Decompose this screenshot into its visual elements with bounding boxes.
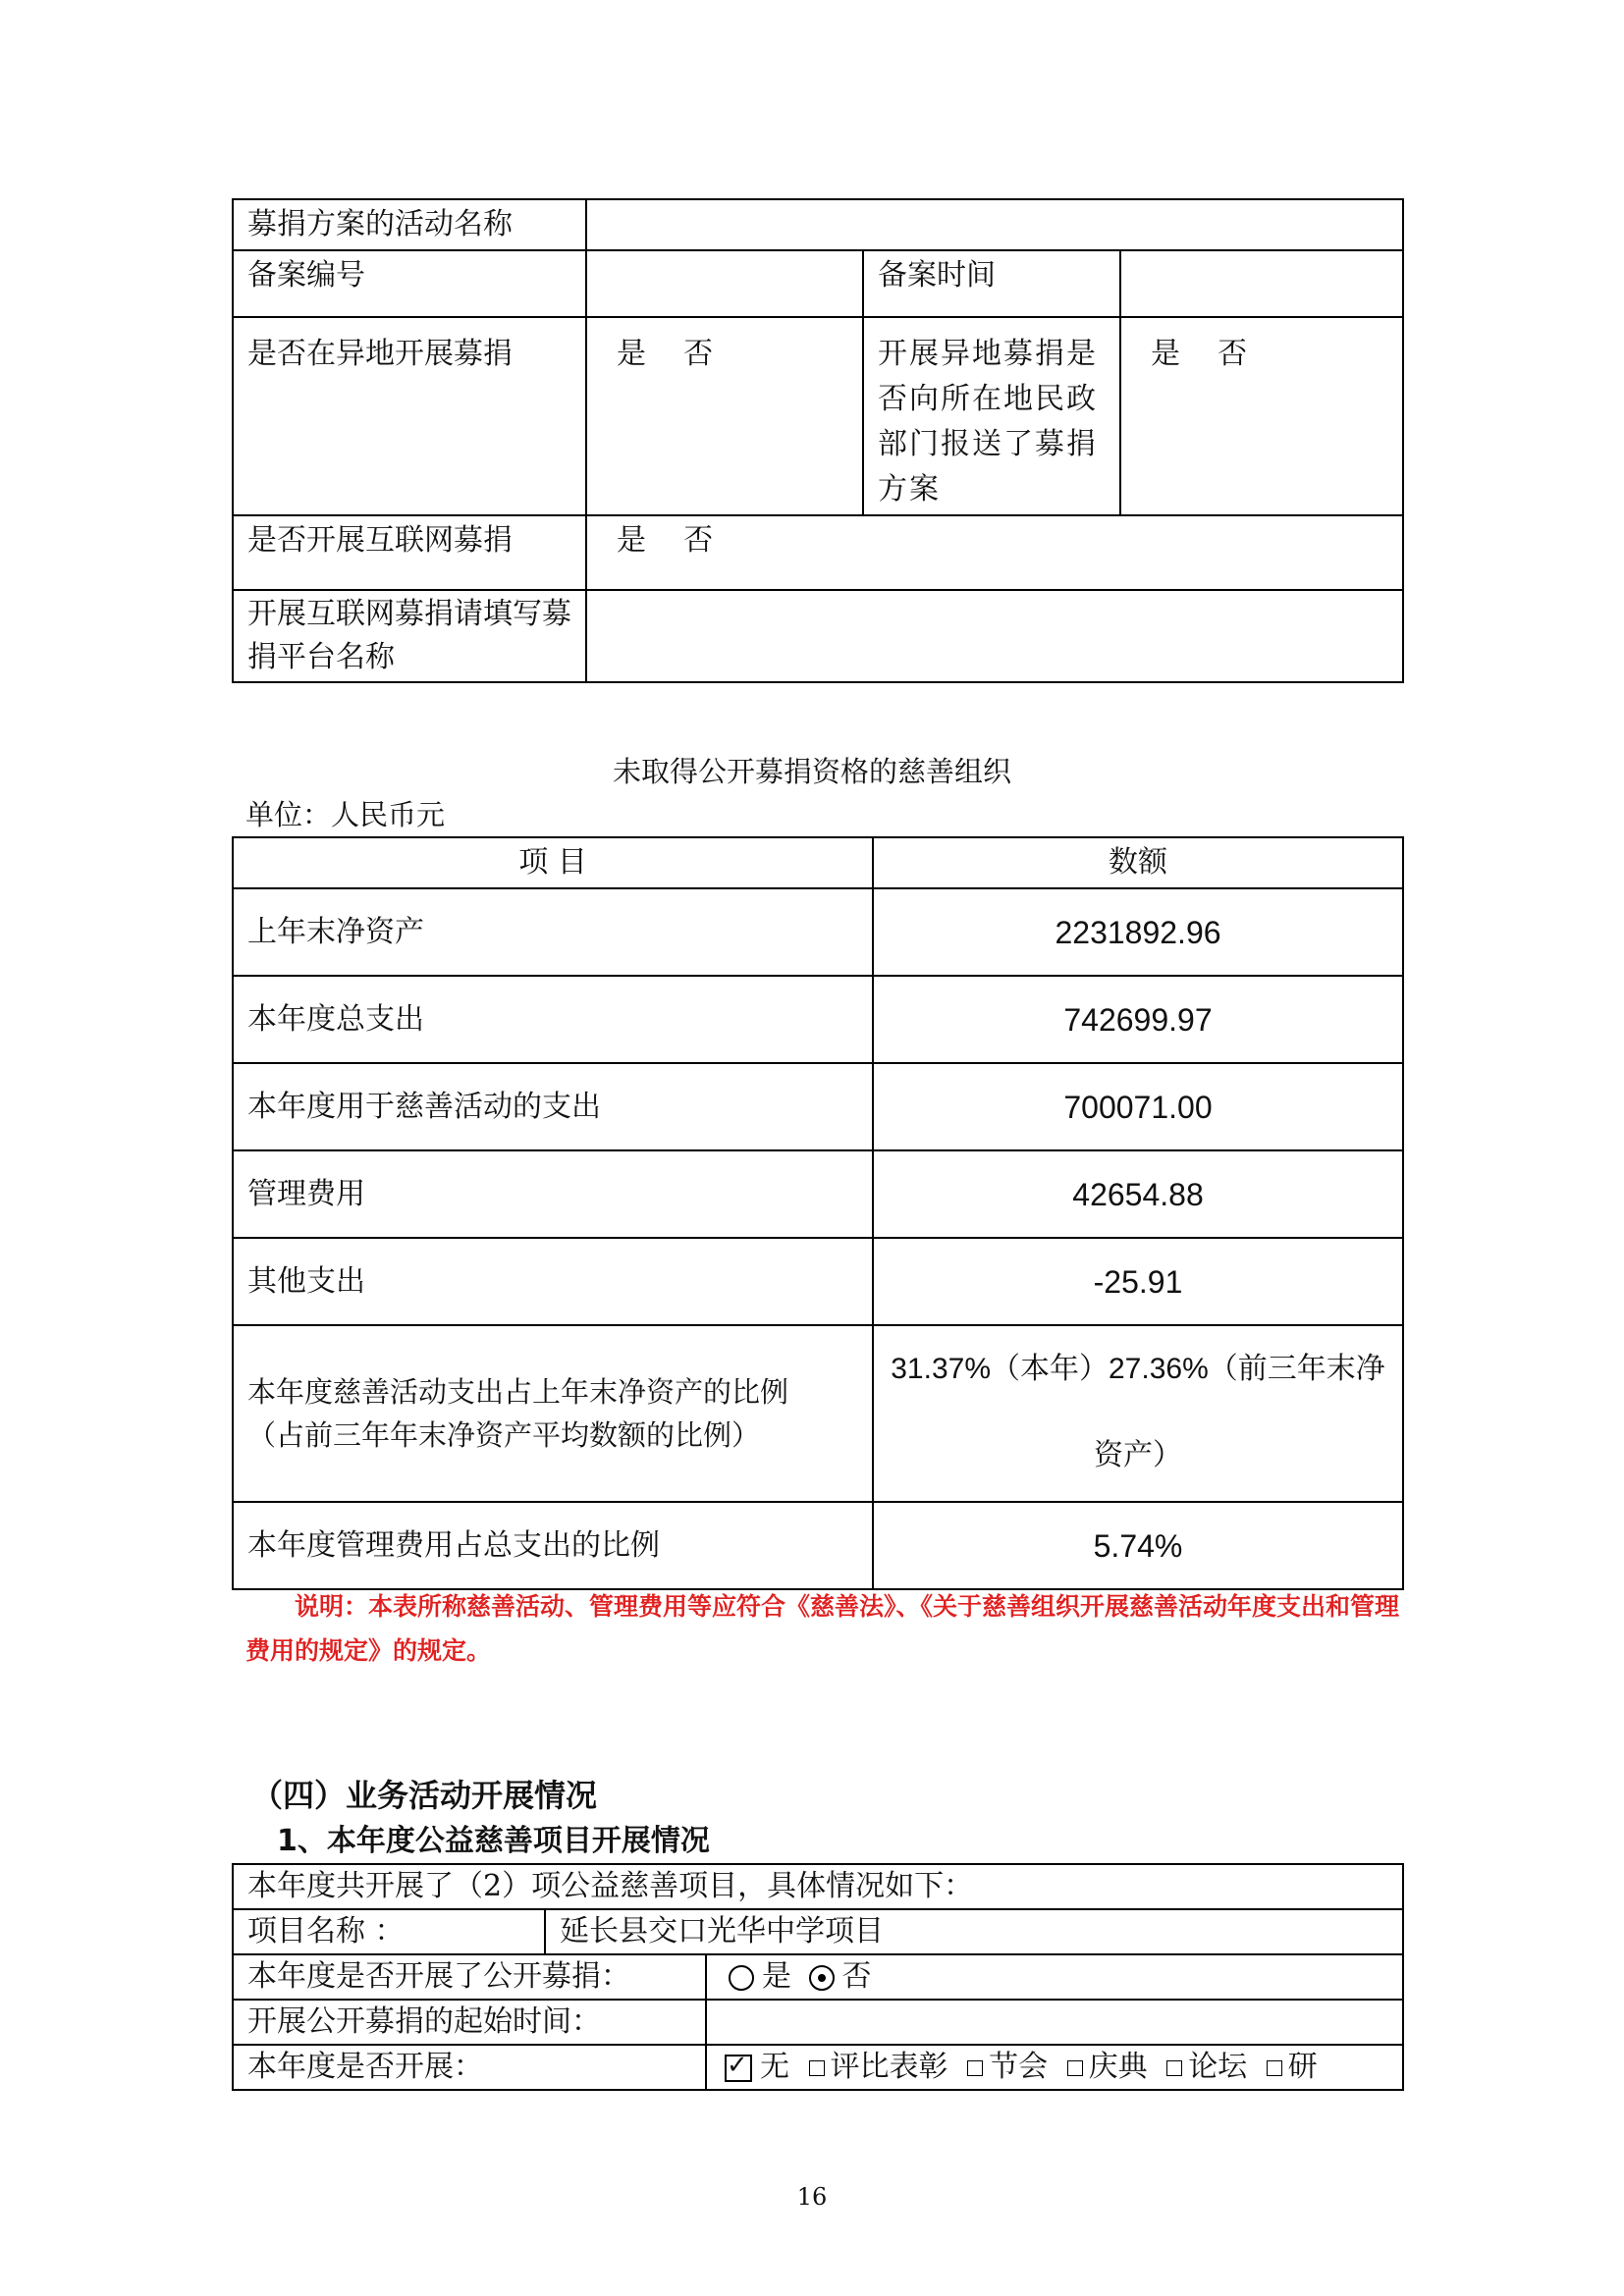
row-value: -25.91 [873,1238,1403,1325]
offsite-fundraising-choice [586,317,863,515]
internet-fundraising-label: 是否开展互联网募捐 [233,515,586,590]
checked-checkbox-icon[interactable]: ✓ [725,2055,752,2082]
project-name-value: 延长县交口光华中学项目 [545,1909,1403,1954]
start-time-value [706,2000,1403,2045]
option-award: 评比表彰 [830,2050,948,2084]
start-time-label: 开展公开募捐的起始时间： [233,2000,706,2045]
row-value: 700071.00 [873,1063,1403,1150]
section-title: （四）业务活动开展情况 [251,1777,598,1814]
page-number: 16 [796,2183,828,2211]
option-none: 无 [760,2050,789,2084]
row-value: 5.74% [873,1502,1403,1589]
project-name-label: 项目名称 ： [233,1909,545,1954]
explanation-note: 说明：本表所称慈善活动、管理费用等应符合《慈善法》、《关于慈善组织开展慈善活动年度支出和管理费用的规定》的规定。 [245,1592,1400,1665]
offsite-report-choice [1120,317,1403,515]
row-label: 其他支出 [233,1238,873,1325]
record-time-label: 备案时间 [863,250,1120,317]
fundraising-plan-table [232,198,1404,683]
activities-label: 本年度是否开展： [233,2045,706,2090]
row-label: 本年度总支出 [233,976,873,1063]
option-festival: 节会 [989,2050,1049,2084]
checkbox-icon[interactable] [809,2060,825,2076]
report-yes: 是 [1151,337,1180,371]
internet-yes: 是 [617,523,646,558]
row-value: 742699.97 [873,976,1403,1063]
activity-name-value [586,199,1403,250]
record-time-value [1120,250,1403,317]
header-item: 项 目 [233,837,873,888]
public-fundraising-label: 本年度是否开展了公开募捐： [233,1954,706,2000]
offsite-no: 否 [683,337,714,371]
row-value: 2231892.96 [873,888,1403,976]
platform-name-label: 开展互联网募捐请填写募捐平台名称 [233,590,586,682]
yes-label: 是 [762,1959,791,1994]
project-count-text: 本年度共开展了（2）项公益慈善项目，具体情况如下： [233,1864,1403,1909]
currency-unit: 单位：人民币元 [245,798,446,831]
row-label: 本年度用于慈善活动的支出 [233,1063,873,1150]
checkbox-icon[interactable] [1267,2060,1282,2076]
report-no: 否 [1218,337,1248,371]
option-forum: 论坛 [1188,2050,1248,2084]
option-celebration: 庆典 [1088,2050,1148,2084]
checkbox-icon[interactable] [1166,2060,1182,2076]
ratio-label-line2: （占前三年年末净资产平均数额的比例） [247,1418,761,1452]
offsite-report-label: 开展异地募捐是否向所在地民政部门报送了募捐方案 [863,317,1120,515]
ratio-label [233,1325,873,1502]
expenditure-table [232,836,1404,1590]
ratio-label-line1: 本年度慈善活动支出占上年末净资产的比例 [247,1375,789,1409]
header-amount: 数额 [873,837,1403,888]
public-fundraising-choice [706,1954,1403,2000]
yes-radio[interactable] [729,1965,754,1991]
internet-fundraising-choice [586,515,1403,590]
row-value: 42654.88 [873,1150,1403,1238]
platform-name-value [586,590,1403,682]
activities-options [706,2045,1403,2090]
offsite-yes: 是 [617,337,646,371]
internet-no: 否 [683,523,714,558]
ratio-value [873,1325,1403,1502]
activity-name-label: 募捐方案的活动名称 [233,199,586,250]
record-number-label: 备案编号 [233,250,586,317]
no-radio-selected[interactable] [809,1965,835,1991]
row-label: 本年度管理费用占总支出的比例 [233,1502,873,1589]
checkbox-icon[interactable] [1067,2060,1083,2076]
section-subtitle: 1、本年度公益慈善项目开展情况 [277,1824,710,1858]
row-label: 管理费用 [233,1150,873,1238]
option-research: 研 [1287,2050,1318,2084]
table-caption: 未取得公开募捐资格的慈善组织 [612,755,1011,788]
offsite-fundraising-label: 是否在异地开展募捐 [233,317,586,515]
record-number-value [586,250,863,317]
row-label: 上年末净资产 [233,888,873,976]
ratio-value-line1: 31.37%（本年）27.36%（前三年末净 [891,1353,1385,1385]
no-label: 否 [841,1959,872,1994]
checkbox-icon[interactable] [967,2060,983,2076]
project-table [232,1863,1404,2091]
ratio-value-line2: 资产） [1094,1439,1182,1471]
